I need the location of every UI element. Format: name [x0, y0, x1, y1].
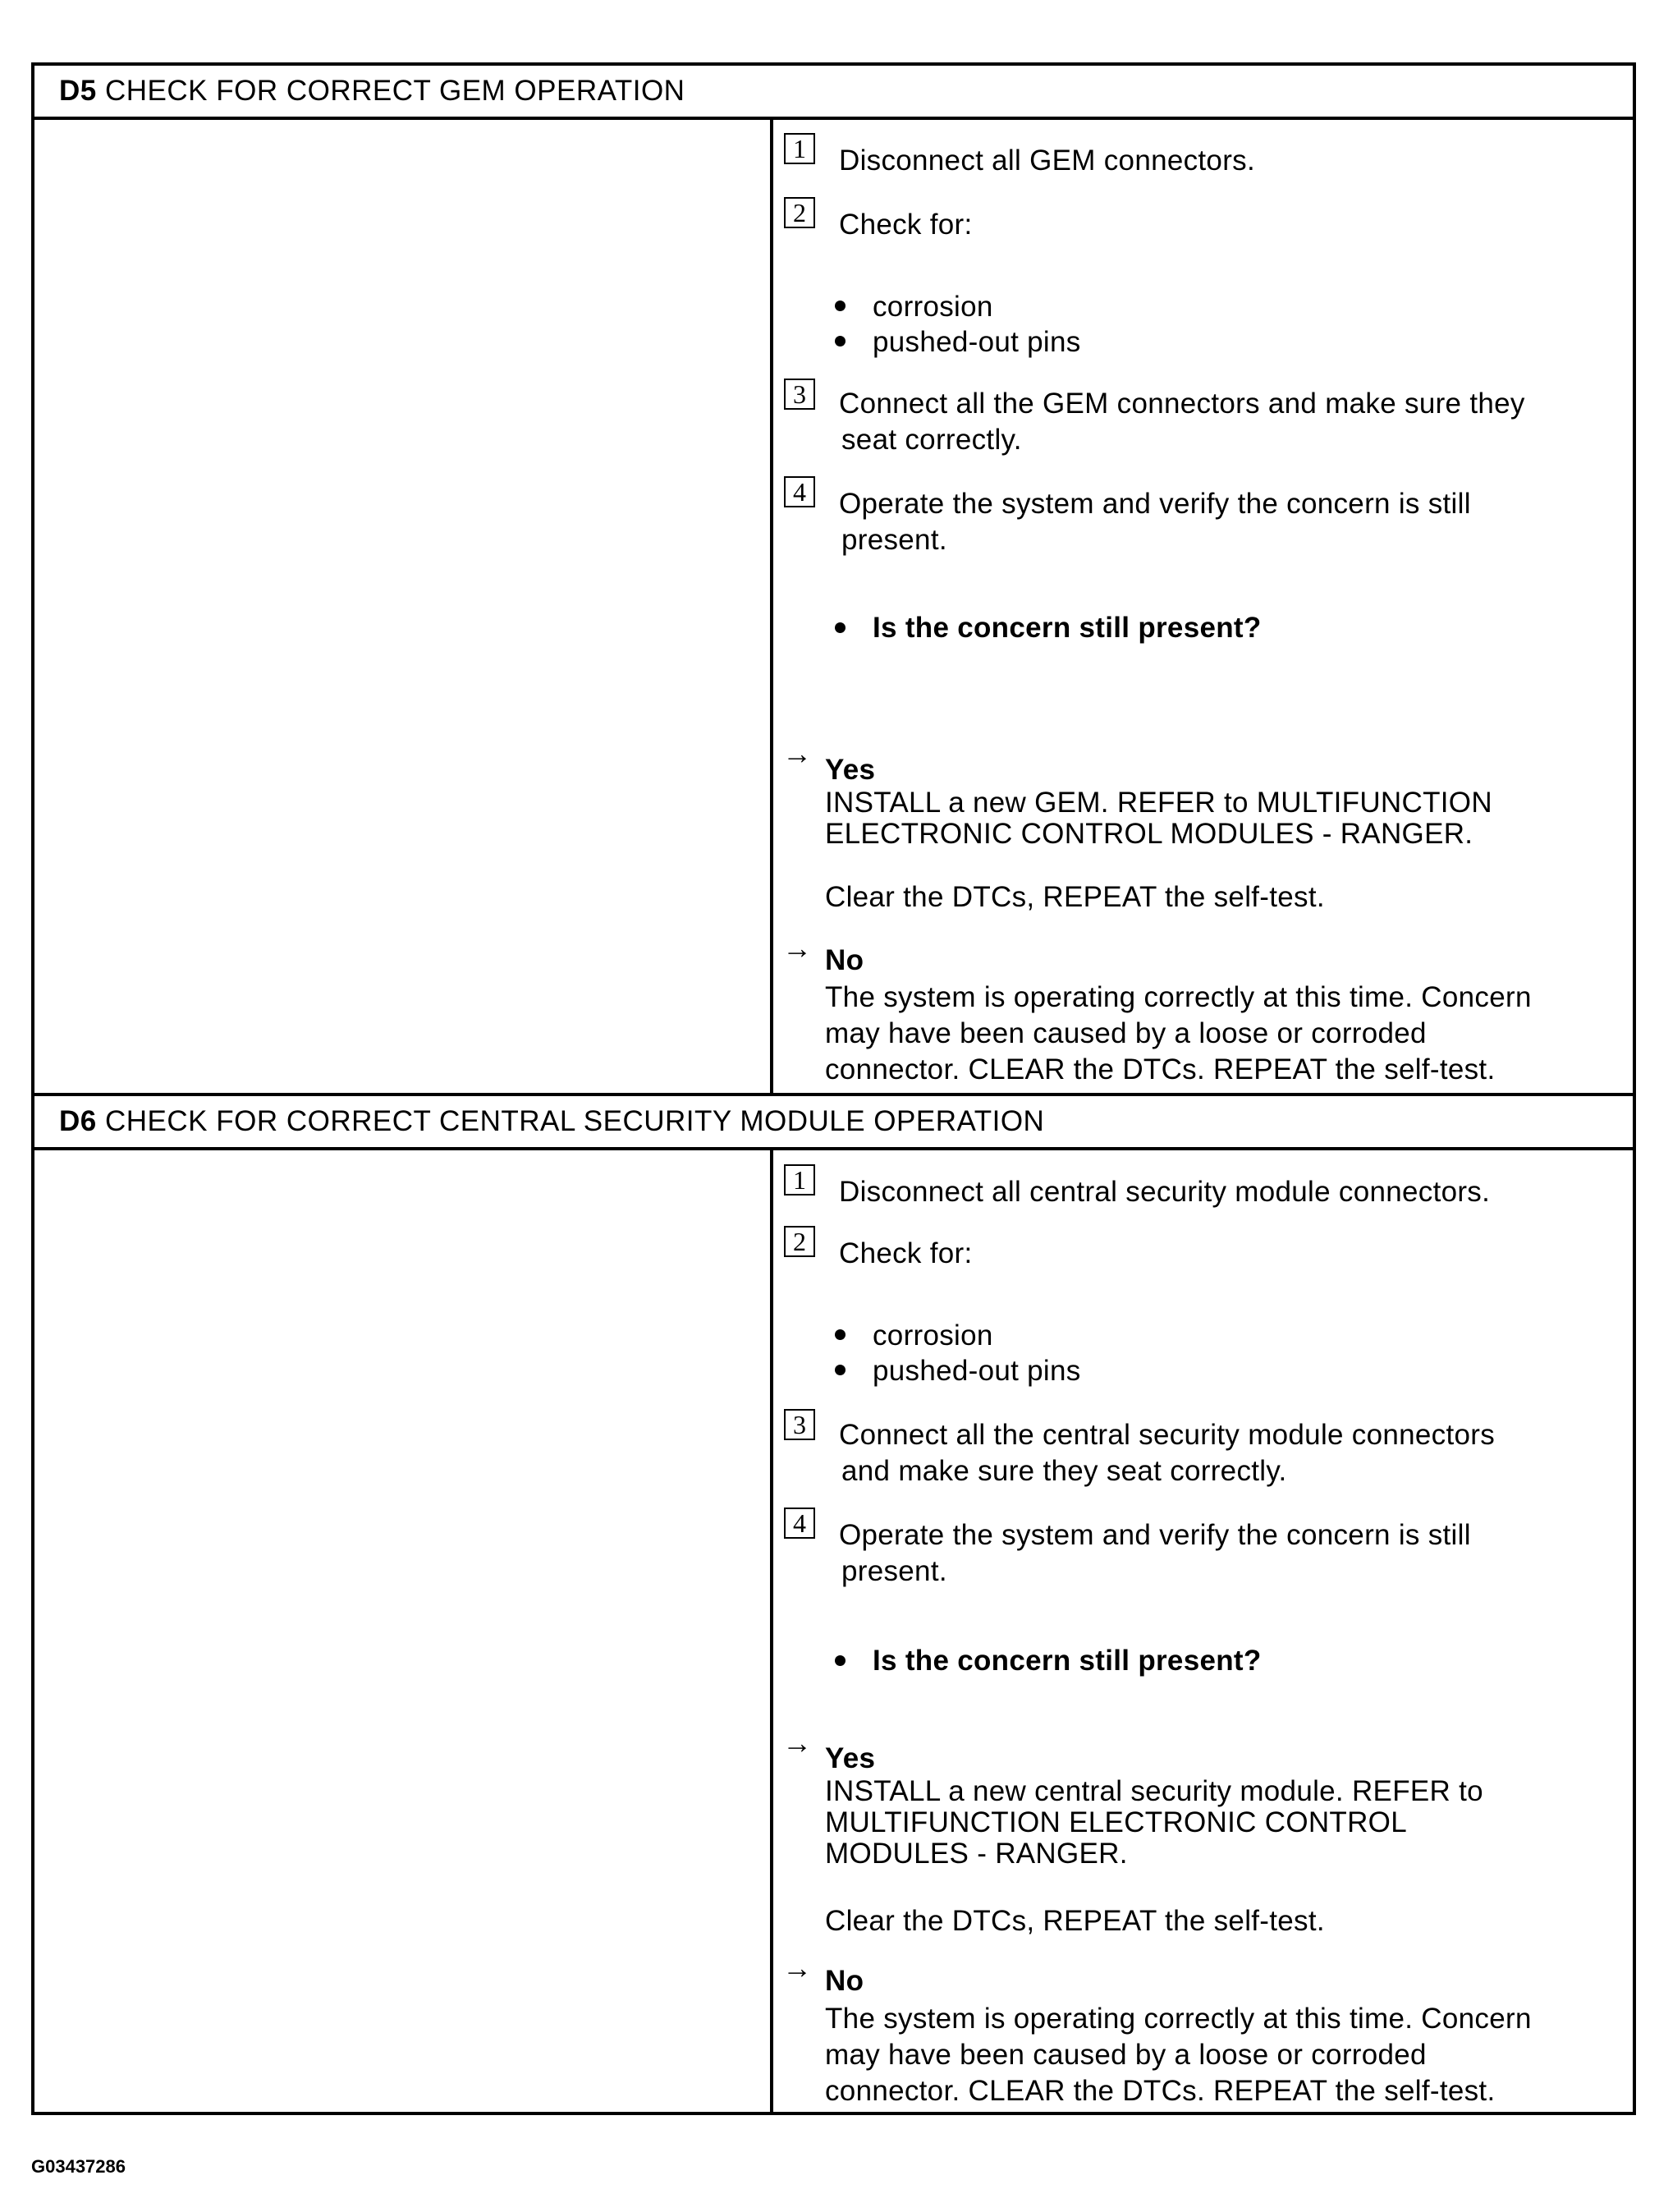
- yes-label: Yes: [825, 754, 876, 786]
- no-text: The system is operating correctly at this time. Concern: [825, 981, 1532, 1013]
- no-text: may have been caused by a loose or corroded: [825, 2039, 1427, 2071]
- yes-text: INSTALL a new central security module. REFER to: [825, 1775, 1483, 1807]
- illustration-cell-d6: [31, 1150, 773, 2112]
- step-number: 4: [784, 476, 815, 507]
- step-text: Connect all the GEM connectors and make sure they: [839, 388, 1525, 420]
- step-text: and make sure they seat correctly.: [841, 1455, 1287, 1487]
- yes-text: MULTIFUNCTION ELECTRONIC CONTROL: [825, 1806, 1407, 1838]
- step-number: 1: [784, 133, 815, 164]
- step-text: Operate the system and verify the concern is still: [839, 1519, 1471, 1551]
- yes-text: INSTALL a new GEM. REFER to MULTIFUNCTION: [825, 787, 1492, 819]
- question-text: Is the concern still present?: [873, 612, 1262, 644]
- section-title: CHECK FOR CORRECT CENTRAL SECURITY MODULE OPERATION: [104, 1105, 1045, 1137]
- check-item: corrosion: [873, 1319, 993, 1352]
- yes-clear-text: Clear the DTCs, REPEAT the self-test.: [825, 881, 1325, 913]
- bullet-icon: [835, 1329, 846, 1340]
- step-text: present.: [841, 524, 947, 556]
- step-number: 3: [784, 1409, 815, 1440]
- illustration-cell-d5: [31, 120, 773, 1096]
- no-text: connector. CLEAR the DTCs. REPEAT the self-test.: [825, 2075, 1496, 2107]
- section-header-d6: [31, 1096, 1636, 1150]
- step-text: Connect all the central security module connectors: [839, 1419, 1496, 1451]
- arrow-right-icon: →: [782, 1951, 812, 1985]
- step-number: 4: [784, 1508, 815, 1539]
- yes-label: Yes: [825, 1742, 876, 1774]
- no-text: connector. CLEAR the DTCs. REPEAT the self-test.: [825, 1053, 1496, 1085]
- step-number: 2: [784, 197, 815, 228]
- step-text: Disconnect all central security module connectors.: [839, 1176, 1491, 1208]
- check-item: corrosion: [873, 291, 993, 323]
- yes-text: ELECTRONIC CONTROL MODULES - RANGER.: [825, 818, 1473, 850]
- no-text: may have been caused by a loose or corroded: [825, 1017, 1427, 1049]
- arrow-right-icon: →: [782, 931, 812, 965]
- section-title: CHECK FOR CORRECT GEM OPERATION: [104, 75, 685, 107]
- step-text: Disconnect all GEM connectors.: [839, 145, 1255, 177]
- no-label: No: [825, 1965, 864, 1997]
- bullet-icon: [835, 622, 846, 633]
- step-text: present.: [841, 1555, 947, 1587]
- yes-text: MODULES - RANGER.: [825, 1838, 1128, 1870]
- yes-clear-text: Clear the DTCs, REPEAT the self-test.: [825, 1905, 1325, 1937]
- step-number: 1: [784, 1164, 815, 1195]
- bullet-icon: [835, 336, 846, 346]
- arrow-right-icon: →: [782, 1726, 812, 1760]
- step-text: Check for:: [839, 1237, 973, 1269]
- step-text: Operate the system and verify the concern is still: [839, 488, 1471, 520]
- bullet-icon: [835, 301, 846, 311]
- step-number: 3: [784, 379, 815, 410]
- bullet-icon: [835, 1655, 846, 1666]
- step-text: seat correctly.: [841, 424, 1022, 456]
- no-text: The system is operating correctly at this time. Concern: [825, 2003, 1532, 2035]
- no-label: No: [825, 944, 864, 976]
- step-text: Check for:: [839, 209, 973, 241]
- bullet-icon: [835, 1365, 846, 1375]
- section-id: D5: [59, 75, 97, 107]
- step-number: 2: [784, 1226, 815, 1257]
- question-text: Is the concern still present?: [873, 1645, 1262, 1677]
- check-item: pushed-out pins: [873, 326, 1081, 358]
- figure-id: G03437286: [31, 2156, 126, 2177]
- section-header-d5: [31, 66, 1636, 120]
- arrow-right-icon: →: [782, 737, 812, 770]
- section-id: D6: [59, 1105, 97, 1137]
- check-item: pushed-out pins: [873, 1355, 1081, 1387]
